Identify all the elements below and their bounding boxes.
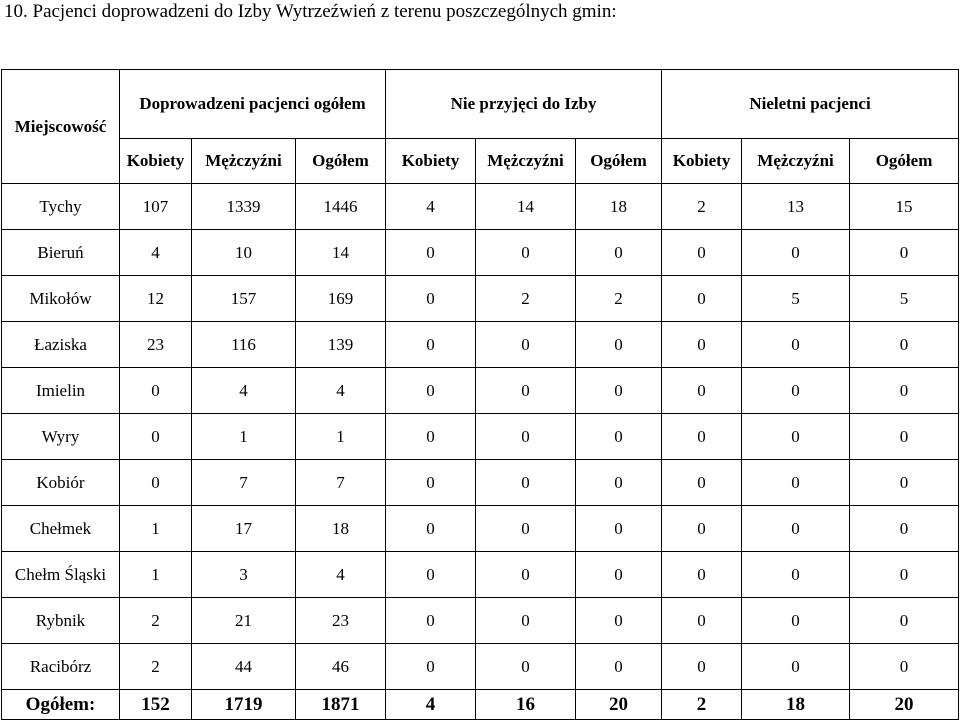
- value-cell: 0: [386, 552, 476, 598]
- value-cell: 0: [386, 598, 476, 644]
- value-cell: 0: [576, 460, 662, 506]
- value-cell: 12: [120, 276, 192, 322]
- patients-table: [1, 69, 959, 720]
- value-cell: 21: [192, 598, 296, 644]
- value-cell: 0: [662, 368, 742, 414]
- value-cell: 0: [576, 644, 662, 690]
- value-cell: 107: [120, 184, 192, 230]
- value-cell: 0: [120, 368, 192, 414]
- value-cell: 0: [850, 230, 959, 276]
- value-cell: 23: [120, 322, 192, 368]
- place-name-cell: Bieruń: [2, 230, 120, 276]
- value-cell: 0: [120, 414, 192, 460]
- sub-header-cell: Ogółem: [850, 139, 959, 184]
- value-cell: 15: [850, 184, 959, 230]
- table-row: [2, 184, 959, 230]
- table-row: [2, 414, 959, 460]
- value-cell: 0: [662, 414, 742, 460]
- group-header-brought: Doprowadzeni pacjenci ogółem: [120, 70, 386, 139]
- value-cell: 0: [742, 598, 850, 644]
- value-cell: 0: [576, 230, 662, 276]
- value-cell: 3: [192, 552, 296, 598]
- value-cell: 7: [192, 460, 296, 506]
- value-cell: 7: [296, 460, 386, 506]
- value-cell: 0: [850, 368, 959, 414]
- total-value-cell: 16: [476, 690, 576, 720]
- place-name-cell: Tychy: [2, 184, 120, 230]
- total-value-cell: 18: [742, 690, 850, 720]
- value-cell: 14: [476, 184, 576, 230]
- value-cell: 0: [576, 598, 662, 644]
- value-cell: 0: [662, 552, 742, 598]
- value-cell: 18: [576, 184, 662, 230]
- value-cell: 14: [296, 230, 386, 276]
- value-cell: 0: [850, 644, 959, 690]
- value-cell: 139: [296, 322, 386, 368]
- value-cell: 0: [576, 368, 662, 414]
- value-cell: 0: [576, 322, 662, 368]
- value-cell: 0: [742, 230, 850, 276]
- value-cell: 44: [192, 644, 296, 690]
- sub-header-cell: Kobiety: [120, 139, 192, 184]
- value-cell: 0: [742, 368, 850, 414]
- value-cell: 0: [386, 230, 476, 276]
- value-cell: 5: [850, 276, 959, 322]
- value-cell: 0: [850, 552, 959, 598]
- value-cell: 0: [386, 506, 476, 552]
- place-name-cell: Chełmek: [2, 506, 120, 552]
- value-cell: 4: [386, 184, 476, 230]
- value-cell: 0: [662, 506, 742, 552]
- value-cell: 0: [742, 460, 850, 506]
- value-cell: 116: [192, 322, 296, 368]
- value-cell: 0: [742, 552, 850, 598]
- place-name-cell: Mikołów: [2, 276, 120, 322]
- value-cell: 0: [476, 414, 576, 460]
- value-cell: 1: [120, 506, 192, 552]
- value-cell: 0: [476, 552, 576, 598]
- value-cell: 4: [296, 552, 386, 598]
- place-name-cell: Chełm Śląski: [2, 552, 120, 598]
- value-cell: 0: [662, 598, 742, 644]
- value-cell: 157: [192, 276, 296, 322]
- value-cell: 0: [850, 460, 959, 506]
- value-cell: 0: [120, 460, 192, 506]
- place-name-cell: Kobiór: [2, 460, 120, 506]
- value-cell: 0: [476, 368, 576, 414]
- place-name-cell: Imielin: [2, 368, 120, 414]
- value-cell: 0: [476, 322, 576, 368]
- value-cell: 0: [576, 552, 662, 598]
- value-cell: 0: [742, 322, 850, 368]
- place-name-cell: Racibórz: [2, 644, 120, 690]
- value-cell: 2: [120, 644, 192, 690]
- value-cell: 4: [120, 230, 192, 276]
- table-row: [2, 506, 959, 552]
- total-value-cell: 152: [120, 690, 192, 720]
- value-cell: 17: [192, 506, 296, 552]
- value-cell: 0: [476, 598, 576, 644]
- total-value-cell: 1871: [296, 690, 386, 720]
- value-cell: 0: [386, 276, 476, 322]
- value-cell: 0: [850, 598, 959, 644]
- total-row: [2, 690, 959, 720]
- value-cell: 0: [576, 506, 662, 552]
- total-value-cell: 4: [386, 690, 476, 720]
- value-cell: 0: [662, 460, 742, 506]
- value-cell: 0: [662, 322, 742, 368]
- sub-header-cell: Ogółem: [296, 139, 386, 184]
- sub-header-cell: Ogółem: [576, 139, 662, 184]
- section-number: 10.: [4, 1, 28, 22]
- table-row: [2, 552, 959, 598]
- value-cell: 2: [662, 184, 742, 230]
- value-cell: 0: [850, 322, 959, 368]
- value-cell: 18: [296, 506, 386, 552]
- value-cell: 2: [476, 276, 576, 322]
- table-row: [2, 322, 959, 368]
- value-cell: 10: [192, 230, 296, 276]
- value-cell: 46: [296, 644, 386, 690]
- value-cell: 0: [662, 230, 742, 276]
- value-cell: 0: [386, 460, 476, 506]
- value-cell: 4: [192, 368, 296, 414]
- table-body: [2, 184, 959, 690]
- total-value-cell: 1719: [192, 690, 296, 720]
- sub-header-cell: Mężczyźni: [476, 139, 576, 184]
- place-name-cell: Rybnik: [2, 598, 120, 644]
- place-name-cell: Łaziska: [2, 322, 120, 368]
- value-cell: 0: [386, 414, 476, 460]
- value-cell: 13: [742, 184, 850, 230]
- group-header-not-admitted: Nie przyjęci do Izby: [386, 70, 662, 139]
- value-cell: 23: [296, 598, 386, 644]
- table-row: [2, 460, 959, 506]
- group-header-minors: Nieletni pacjenci: [662, 70, 959, 139]
- value-cell: 2: [576, 276, 662, 322]
- value-cell: 4: [296, 368, 386, 414]
- value-cell: 1: [296, 414, 386, 460]
- value-cell: 0: [742, 414, 850, 460]
- total-value-cell: 20: [576, 690, 662, 720]
- value-cell: 2: [120, 598, 192, 644]
- value-cell: 0: [742, 506, 850, 552]
- total-value-cell: 20: [850, 690, 959, 720]
- table-row: [2, 276, 959, 322]
- group-header-row: [2, 70, 959, 139]
- value-cell: 1446: [296, 184, 386, 230]
- sub-header-cell: Kobiety: [386, 139, 476, 184]
- page-title: [4, 0, 617, 24]
- total-value-cell: 2: [662, 690, 742, 720]
- value-cell: 0: [386, 368, 476, 414]
- sub-header-cell: Kobiety: [662, 139, 742, 184]
- value-cell: 0: [850, 506, 959, 552]
- place-column-header: Miejscowość: [2, 70, 120, 184]
- sub-header-cell: Mężczyźni: [742, 139, 850, 184]
- value-cell: 0: [476, 644, 576, 690]
- table-row: [2, 598, 959, 644]
- value-cell: 0: [476, 460, 576, 506]
- value-cell: 0: [662, 276, 742, 322]
- value-cell: 1: [120, 552, 192, 598]
- value-cell: 0: [476, 506, 576, 552]
- place-name-cell: Wyry: [2, 414, 120, 460]
- value-cell: 0: [576, 414, 662, 460]
- value-cell: 5: [742, 276, 850, 322]
- table-row: [2, 644, 959, 690]
- total-label-cell: Ogółem:: [2, 690, 120, 720]
- value-cell: 169: [296, 276, 386, 322]
- table-row: [2, 230, 959, 276]
- sub-header-row: [2, 139, 959, 184]
- value-cell: 0: [386, 322, 476, 368]
- section-title-text: Pacjenci doprowadzeni do Izby Wytrzeźwień z terenu poszczególnych gmin:: [32, 1, 617, 22]
- value-cell: 0: [386, 644, 476, 690]
- value-cell: 1339: [192, 184, 296, 230]
- value-cell: 0: [662, 644, 742, 690]
- value-cell: 1: [192, 414, 296, 460]
- sub-header-cell: Mężczyźni: [192, 139, 296, 184]
- table-row: [2, 368, 959, 414]
- value-cell: 0: [850, 414, 959, 460]
- value-cell: 0: [476, 230, 576, 276]
- value-cell: 0: [742, 644, 850, 690]
